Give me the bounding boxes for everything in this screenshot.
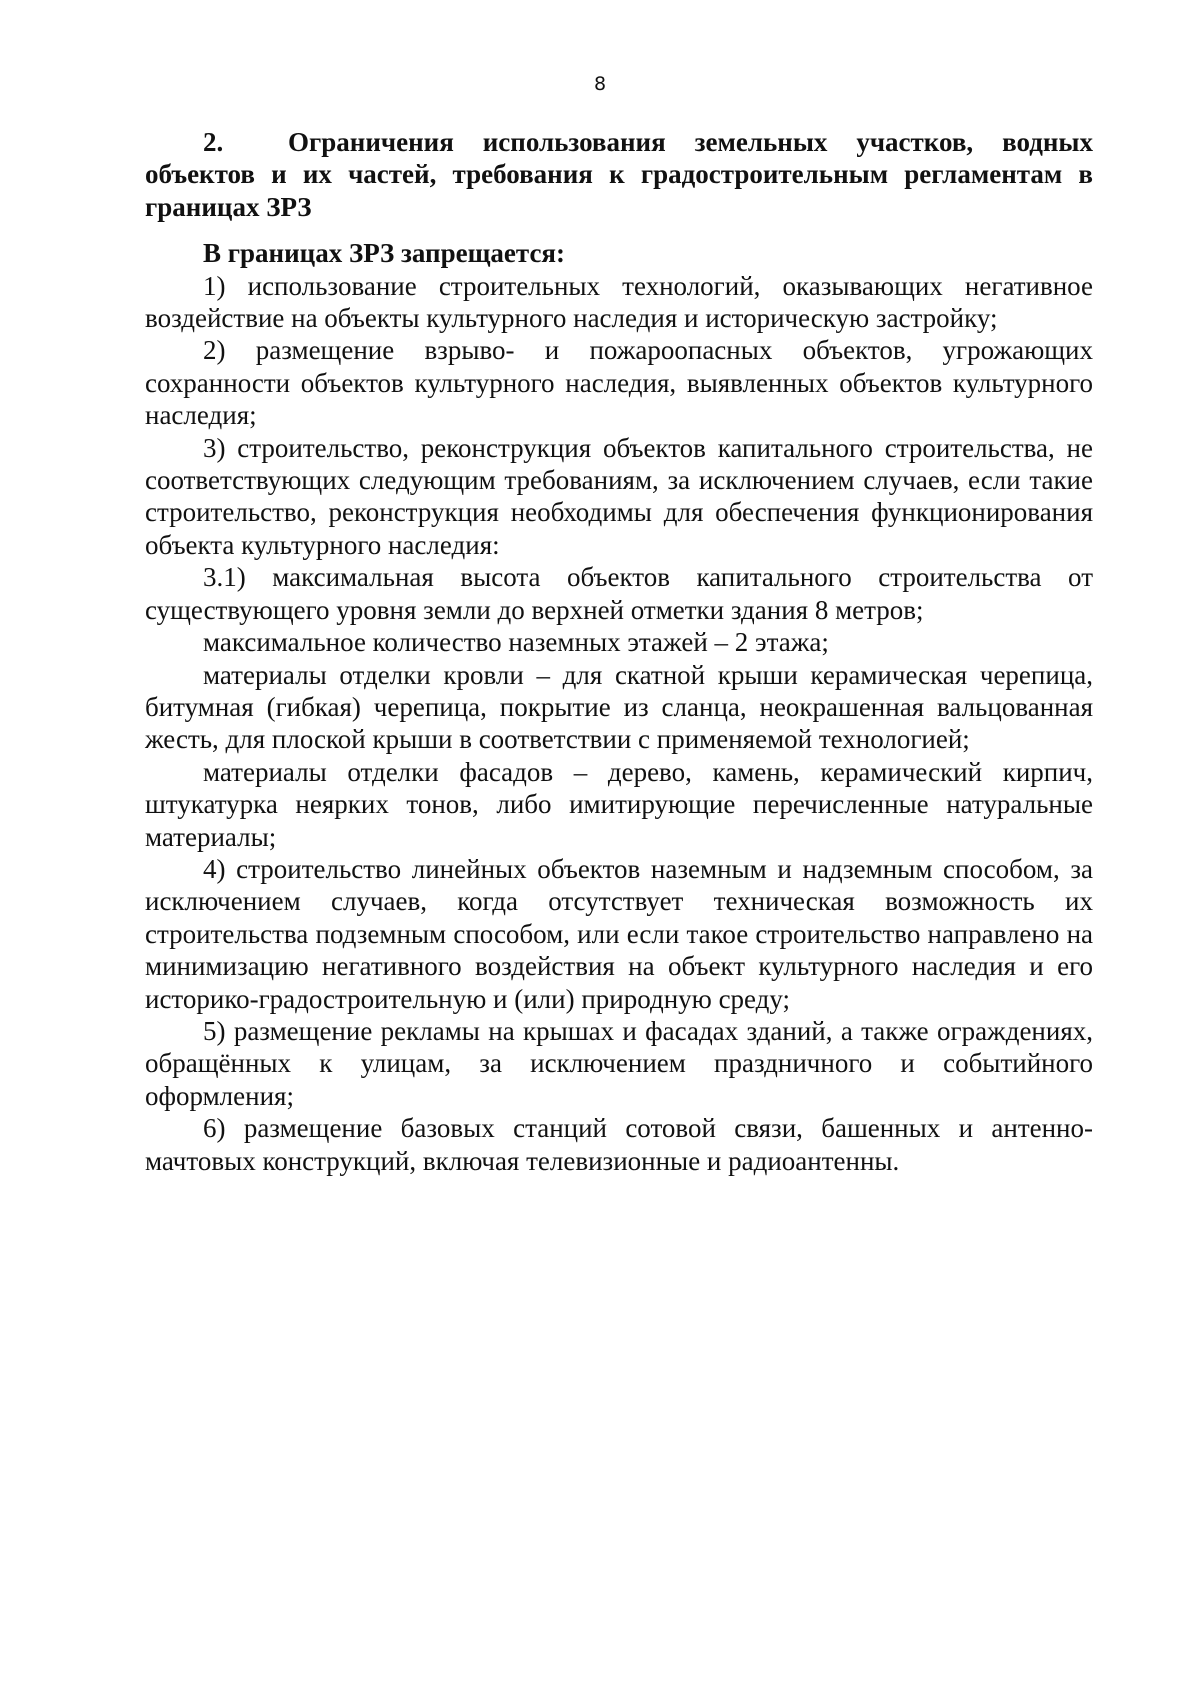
paragraph-5: 5) размещение рекламы на крышах и фасадах зданий, а также ограждениях, обращённых к улицам, за исключением праздничного и событийного оформления; (145, 1015, 1093, 1111)
document-body (145, 126, 1093, 1177)
paragraph-floors: максимальное количество наземных этажей – 2 этажа; (203, 627, 829, 658)
section-title: Ограничения использования земельных участков, водных объектов и их частей, требования к градостроительным регламентам в границах ЗРЗ (145, 127, 1093, 222)
paragraph-6: 6) размещение базовых станций сотовой связи, башенных и антенно-мачтовых конструкций, включая телевизионные и радиоантенны. (145, 1113, 1093, 1176)
paragraph-3: 3) строительство, реконструкция объектов капитального строительства, не соответствующих следующим требованиям, за исключением случаев, если такие строительство, реконструкция необходимы для обеспечения функционирования объекта культурного наследия: (145, 432, 1093, 560)
page-number: 8 (593, 73, 607, 95)
paragraph-4: 4) строительство линейных объектов наземным и надземным способом, за исключением случаев, когда отсутствует техническая возможность их строительства подземным способом, или если такое строительство направлено на минимизацию негативного воздействия на объект культурного наследия и его историко-градостроительную и (или) природную среду; (145, 853, 1093, 1014)
paragraph-facade-materials: материалы отделки фасадов – дерево, камень, керамический кирпич, штукатурка неярких тонов, либо имитирующие перечисленные натуральные материалы; (145, 756, 1093, 852)
section-number: 2. (203, 127, 224, 157)
paragraph-2: 2) размещение взрыво- и пожароопасных объектов, угрожающих сохранности объектов культурного наследия, выявленных объектов культурного наследия; (145, 335, 1093, 431)
section-heading (145, 126, 1093, 223)
prohibitions-subheading: В границах ЗРЗ запрещается: (203, 238, 566, 269)
paragraph-1: 1) использование строительных технологий, оказывающих негативное воздействие на объекты культурного наследия и историческую застройку; (145, 270, 1093, 334)
paragraph-roof-materials: материалы отделки кровли – для скатной крыши керамическая черепица, битумная (гибкая) черепица, покрытие из сланца, неокрашенная вальцованная жесть, для плоской крыши в соответствии с применяемой технологией; (145, 659, 1093, 755)
paragraph-3-1: 3.1) максимальная высота объектов капитального строительства от существующего уровня земли до верхней отметки здания 8 метров; (145, 562, 1093, 625)
